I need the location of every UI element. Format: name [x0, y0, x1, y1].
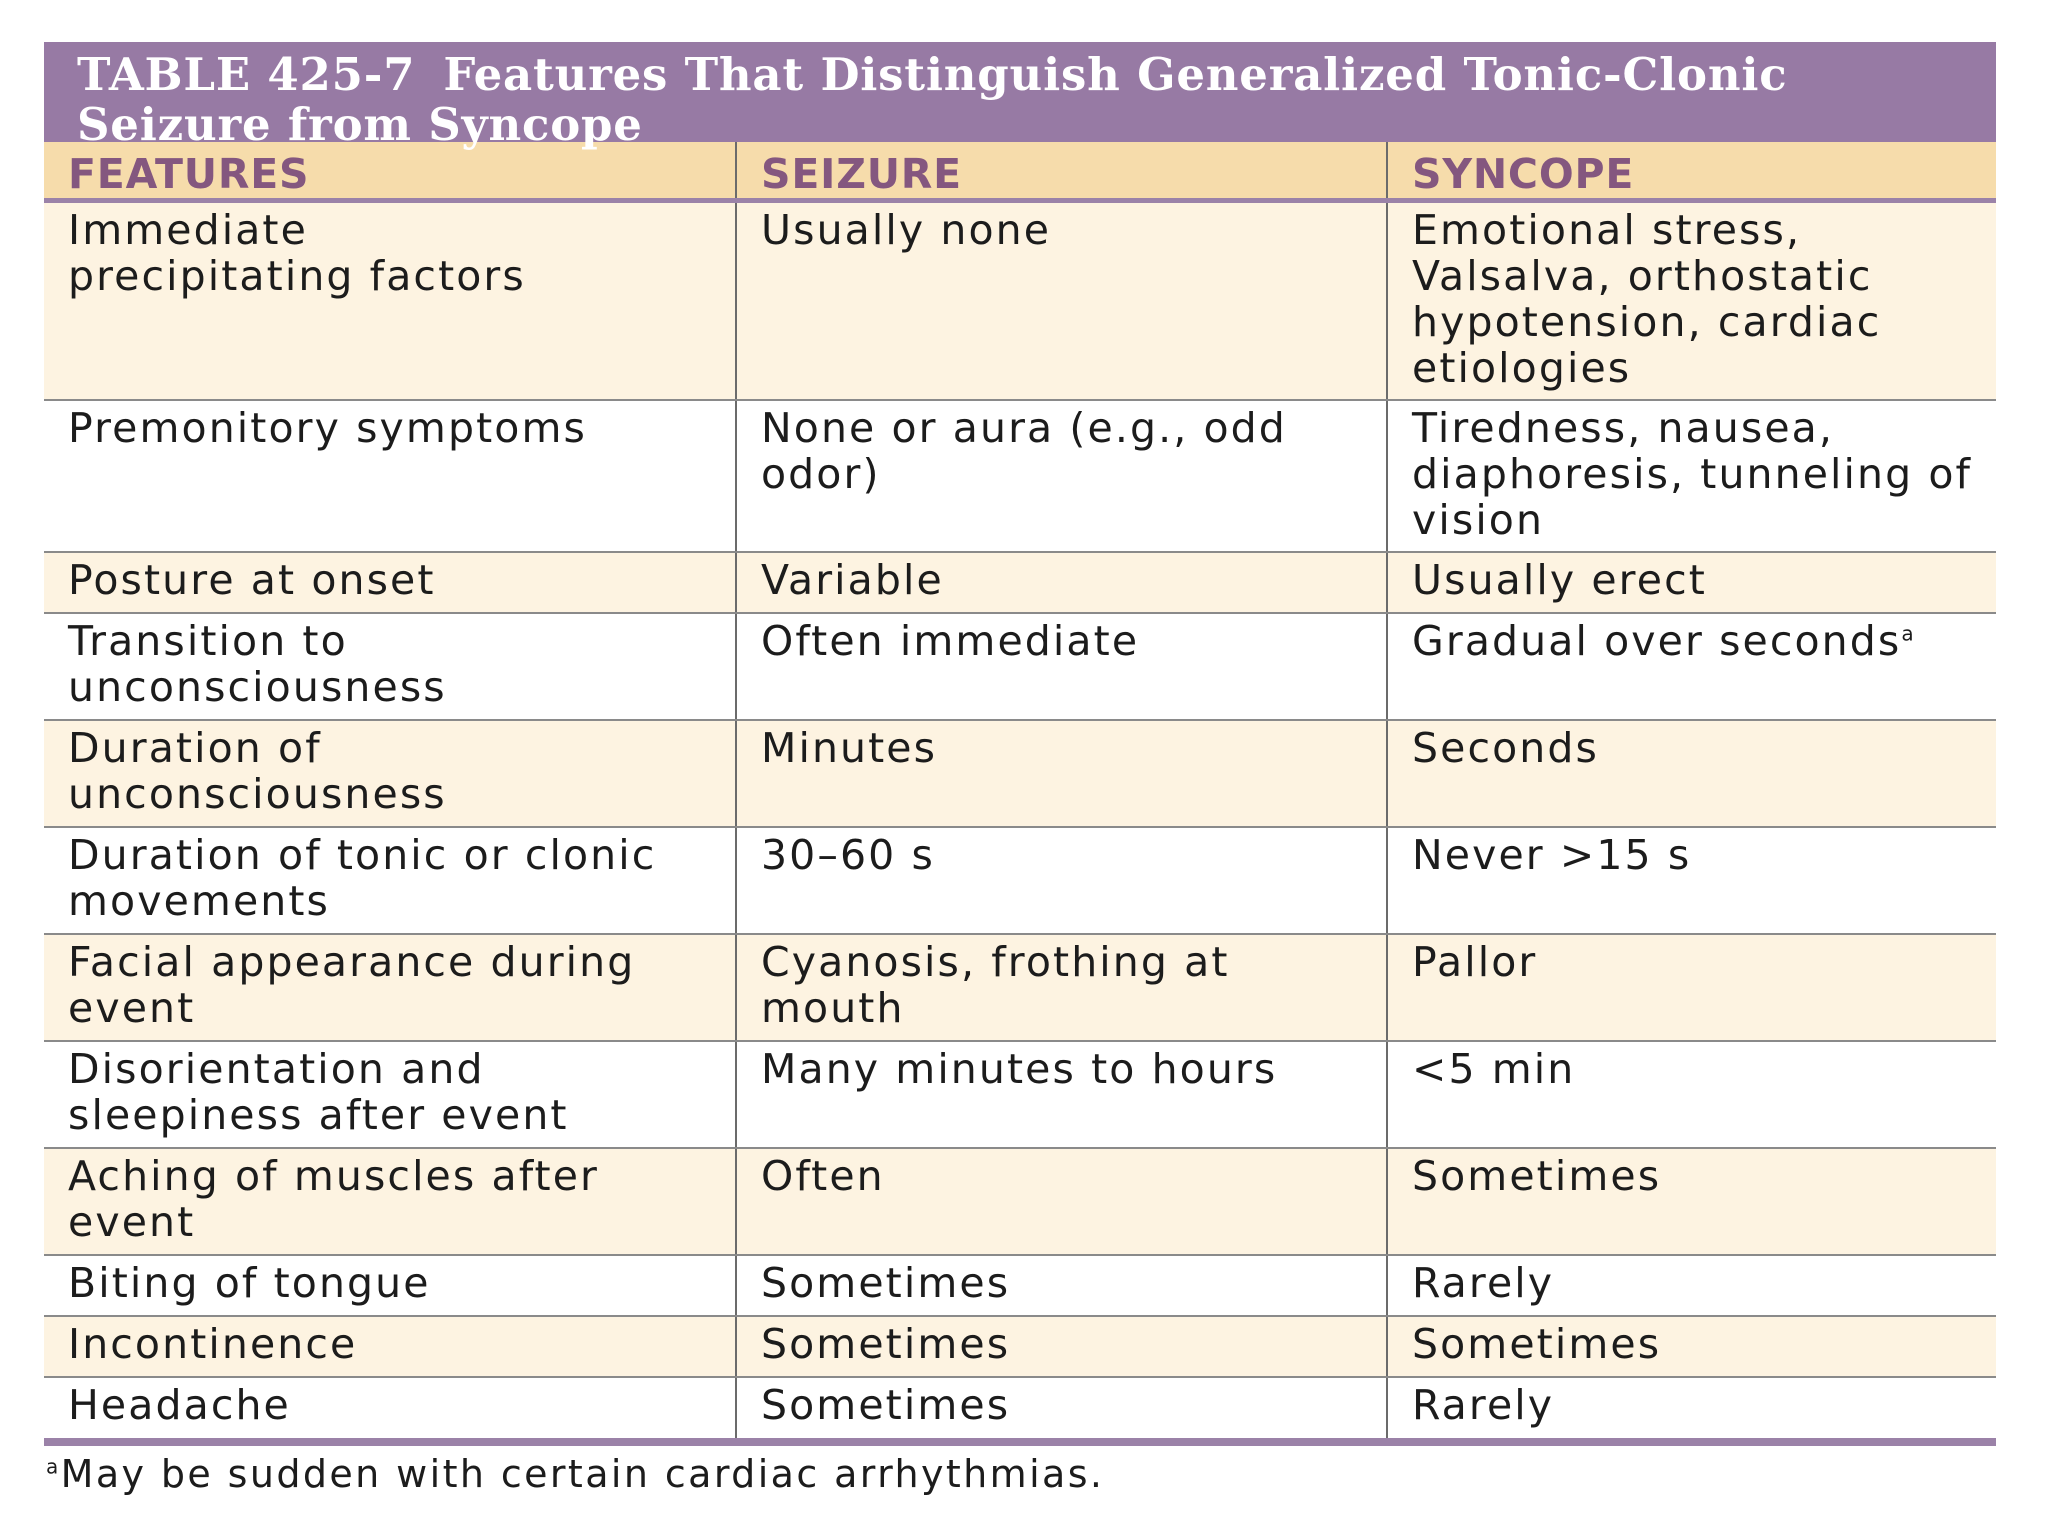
- seizure-cell: 30–60 s: [736, 827, 1387, 934]
- table-row: [44, 934, 1996, 1041]
- table-row: [44, 1255, 1996, 1316]
- table-row: [44, 400, 1996, 552]
- table-row: [44, 552, 1996, 613]
- feature-cell: Incontinence: [44, 1316, 736, 1377]
- table-title-bar: [44, 42, 1996, 151]
- footnote-text: May be sudden with certain cardiac arrhythmias.: [60, 1451, 1105, 1496]
- table-footnote: [44, 1452, 1996, 1496]
- feature-cell: Premonitory symptoms: [44, 400, 736, 552]
- seizure-cell: Minutes: [736, 720, 1387, 827]
- feature-cell: Duration of unconsciousness: [44, 720, 736, 827]
- table-row: [44, 1148, 1996, 1255]
- table-row: [44, 613, 1996, 720]
- feature-cell: Posture at onset: [44, 552, 736, 613]
- syncope-cell: Rarely: [1387, 1255, 1996, 1316]
- syncope-cell-text: Gradual over seconds: [1412, 616, 1902, 665]
- feature-cell: Immediate precipitating factors: [44, 201, 736, 400]
- table-row: [44, 1316, 1996, 1377]
- table-row: [44, 1377, 1996, 1438]
- table-row: [44, 827, 1996, 934]
- table-row: [44, 720, 1996, 827]
- header-syncope: SYNCOPE: [1387, 142, 1996, 201]
- syncope-cell: Rarely: [1387, 1377, 1996, 1438]
- syncope-cell: Sometimes: [1387, 1148, 1996, 1255]
- feature-cell: Facial appearance during event: [44, 934, 736, 1041]
- syncope-cell: Seconds: [1387, 720, 1996, 827]
- table-title: Features That Distinguish Generalized Tonic-Clonic: [443, 48, 1788, 101]
- header-seizure: SEIZURE: [736, 142, 1387, 201]
- table-bottom-rule: [44, 1438, 1996, 1446]
- header-features: FEATURES: [44, 142, 736, 201]
- syncope-cell: Never >15 s: [1387, 827, 1996, 934]
- feature-cell: Disorientation and sleepiness after event: [44, 1041, 736, 1148]
- syncope-cell: Pallor: [1387, 934, 1996, 1041]
- footnote-marker: a: [1901, 620, 1916, 645]
- seizure-cell: Sometimes: [736, 1316, 1387, 1377]
- syncope-cell: Usually erect: [1387, 552, 1996, 613]
- footnote-marker: a: [46, 1453, 61, 1478]
- comparison-table: [44, 142, 1996, 1438]
- feature-cell: Aching of muscles after event: [44, 1148, 736, 1255]
- seizure-cell: Many minutes to hours: [736, 1041, 1387, 1148]
- seizure-cell: Sometimes: [736, 1255, 1387, 1316]
- table-container: [44, 42, 1996, 1496]
- table-title-line-2: Seizure from Syncope: [77, 98, 643, 151]
- seizure-cell: Often: [736, 1148, 1387, 1255]
- feature-cell: Transition to unconsciousness: [44, 613, 736, 720]
- syncope-cell: Emotional stress, Valsalva, orthostatic hypotension, cardiac etiologies: [1387, 201, 1996, 400]
- table-number: TABLE 425-7: [77, 48, 416, 101]
- seizure-cell: Cyanosis, frothing at mouth: [736, 934, 1387, 1041]
- seizure-cell: Often immediate: [736, 613, 1387, 720]
- syncope-cell: Sometimes: [1387, 1316, 1996, 1377]
- table-row: [44, 1041, 1996, 1148]
- feature-cell: Biting of tongue: [44, 1255, 736, 1316]
- seizure-cell: None or aura (e.g., odd odor): [736, 400, 1387, 552]
- seizure-cell: Variable: [736, 552, 1387, 613]
- feature-cell: Duration of tonic or clonic movements: [44, 827, 736, 934]
- syncope-cell: <5 min: [1387, 1041, 1996, 1148]
- table-row: [44, 201, 1996, 400]
- syncope-cell: [1387, 613, 1996, 720]
- syncope-cell: Tiredness, nausea, diaphoresis, tunneling of vision: [1387, 400, 1996, 552]
- seizure-cell: Usually none: [736, 201, 1387, 400]
- seizure-cell: Sometimes: [736, 1377, 1387, 1438]
- feature-cell: Headache: [44, 1377, 736, 1438]
- table-title-line-1: [77, 50, 1982, 100]
